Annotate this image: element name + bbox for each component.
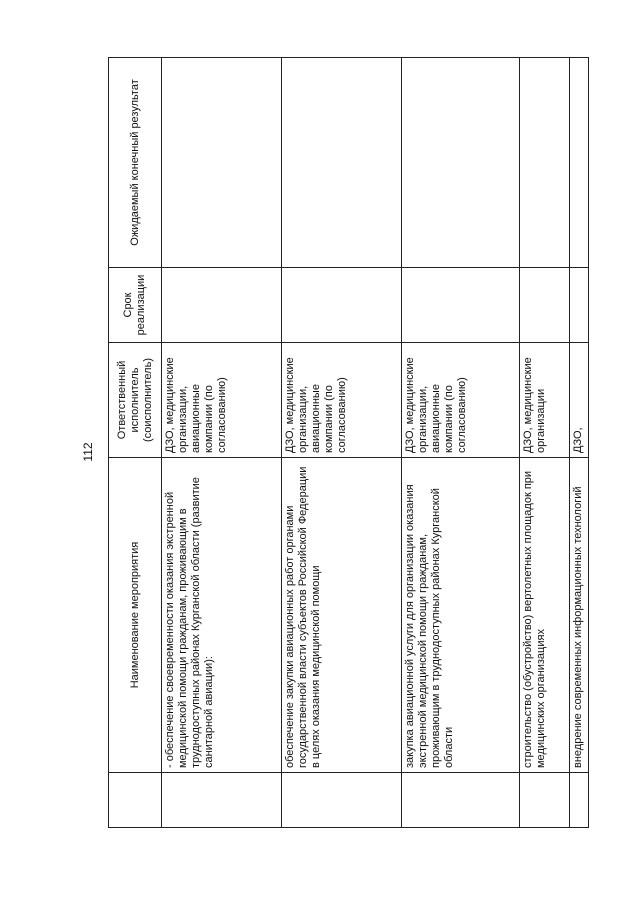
executor-cell: ДЗО, медицинские организации, авиационные компании (по согласованию) <box>402 343 520 458</box>
executor-cell: ДЗО, <box>570 343 589 458</box>
term-cell <box>162 268 282 343</box>
number-cell <box>282 773 402 828</box>
table-row <box>520 58 570 828</box>
term-cell <box>282 268 402 343</box>
rotated-page-content <box>108 58 588 828</box>
measures-table <box>108 57 589 828</box>
header-number-cell <box>109 773 162 828</box>
term-cell <box>520 268 570 343</box>
term-cell <box>402 268 520 343</box>
result-cell <box>520 58 570 268</box>
table-row <box>162 58 282 828</box>
number-cell <box>570 773 589 828</box>
header-executor: Ответственный исполнитель (соисполнитель) <box>109 343 162 458</box>
number-cell <box>520 773 570 828</box>
table-row <box>570 58 589 828</box>
result-cell <box>162 58 282 268</box>
number-cell <box>402 773 520 828</box>
number-cell <box>162 773 282 828</box>
term-cell <box>570 268 589 343</box>
table-row <box>402 58 520 828</box>
measure-name-cell: внедрение современных информационных технологий <box>570 458 589 773</box>
executor-cell: ДЗО, медицинские организации, авиационные компании (по согласованию) <box>162 343 282 458</box>
header-term: Срок реализации <box>109 268 162 343</box>
measure-name-cell: строительство (обустройство) вертолетных площадок при медицинских организациях <box>520 458 570 773</box>
measure-name-cell: закупка авиационной услуги для организации оказания экстренной медицинской помощи гражданам, проживающим в труднодоступных районах Курганской области <box>402 458 520 773</box>
executor-cell: ДЗО, медицинские организации <box>520 343 570 458</box>
page-number: 112 <box>81 442 95 462</box>
measure-name-cell: обеспечение закупки авиационных работ органами государственной власти субъектов Российской Федерации в целях оказания медицинской помощи <box>282 458 402 773</box>
header-result: Ожидаемый конечный результат <box>109 58 162 268</box>
header-measure-name: Наименование мероприятия <box>109 458 162 773</box>
table-row <box>282 58 402 828</box>
measure-name-cell: - обеспечение своевременности оказания экстренной медицинской помощи гражданам, проживающим в труднодоступных районах Курганской области (развитие санитарной авиации): <box>162 458 282 773</box>
result-cell <box>402 58 520 268</box>
result-cell <box>282 58 402 268</box>
table-header-row <box>109 58 162 828</box>
executor-cell: ДЗО, медицинские организации, авиационные компании (по согласованию) <box>282 343 402 458</box>
result-cell <box>570 58 589 268</box>
